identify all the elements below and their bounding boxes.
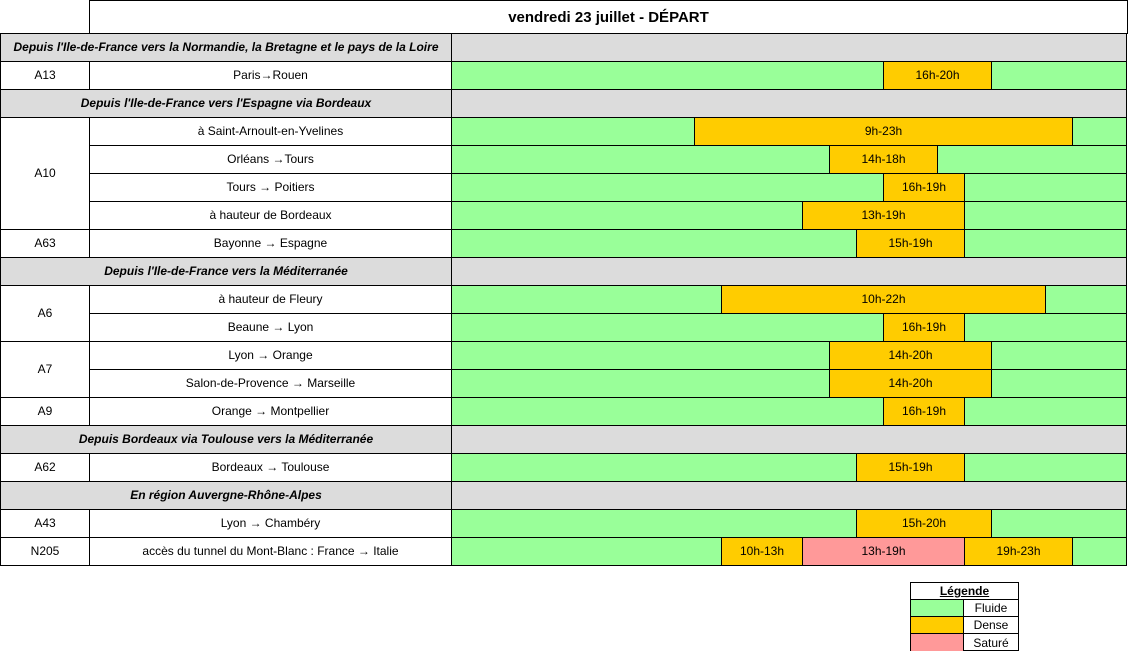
- timeline-segment-dense: 15h-19h: [857, 230, 965, 257]
- timeline-segment-dense: 15h-19h: [857, 454, 965, 481]
- route-segment: Orange → Montpellier: [89, 397, 452, 426]
- route-segment: à hauteur de Fleury: [89, 285, 452, 314]
- route-segment: Salon-de-Provence → Marseille: [89, 369, 452, 398]
- timeline-bar: [451, 369, 1127, 398]
- timeline-bar: [451, 229, 1127, 258]
- route-segment: Orléans →Tours: [89, 145, 452, 174]
- legend-label-sature: Saturé: [973, 635, 1009, 650]
- timeline-segment-dense: 15h-20h: [857, 510, 992, 537]
- road-code: A62: [0, 453, 90, 482]
- timeline-bar: [451, 285, 1127, 314]
- section-header: Depuis l'Ile-de-France vers la Méditerranée: [0, 257, 452, 286]
- timeline-segment-dense: 13h-19h: [803, 202, 965, 229]
- timeline-segment-dense: 14h-20h: [830, 342, 992, 369]
- route-segment: Lyon → Chambéry: [89, 509, 452, 538]
- timeline-segment-fluide: [452, 454, 857, 481]
- timeline-bar: [451, 453, 1127, 482]
- table-title-text: vendredi 23 juillet - DÉPART: [508, 9, 709, 26]
- section-timeline-blank: [451, 257, 1127, 286]
- timeline-segment-fluide: [965, 454, 1126, 481]
- timeline-segment-fluide: [452, 286, 722, 313]
- section-timeline-blank: [451, 425, 1127, 454]
- timeline-bar: [451, 341, 1127, 370]
- timeline-segment-fluide: [965, 202, 1126, 229]
- route-segment: Bayonne → Espagne: [89, 229, 452, 258]
- route-segment: Bordeaux → Toulouse: [89, 453, 452, 482]
- timeline-segment-dense: 19h-23h: [965, 538, 1073, 565]
- timeline-segment-dense: 9h-23h: [695, 118, 1073, 145]
- timeline-segment-dense: 10h-22h: [722, 286, 1046, 313]
- timeline-segment-dense: 10h-13h: [722, 538, 803, 565]
- section-timeline-blank: [451, 481, 1127, 510]
- timeline-segment-fluide: [452, 342, 830, 369]
- route-segment: Beaune → Lyon: [89, 313, 452, 342]
- timeline-segment-fluide: [452, 62, 884, 89]
- timeline-segment-dense: 16h-19h: [884, 314, 965, 341]
- route-segment: accès du tunnel du Mont-Blanc : France → Italie: [89, 537, 452, 566]
- legend-swatch-dense: [911, 617, 964, 634]
- road-code: A43: [0, 509, 90, 538]
- road-code: A9: [0, 397, 90, 426]
- section-header: En région Auvergne-Rhône-Alpes: [0, 481, 452, 510]
- legend-label-dense: Dense: [964, 617, 1018, 634]
- legend-title: Légende: [911, 583, 1018, 600]
- timeline-segment-fluide: [965, 398, 1126, 425]
- timeline-segment-fluide: [1073, 538, 1126, 565]
- timeline-segment-dense: 16h-19h: [884, 398, 965, 425]
- section-timeline-blank: [451, 33, 1127, 62]
- timeline-segment-fluide: [992, 342, 1126, 369]
- road-code: A13: [0, 61, 90, 90]
- timeline-segment-fluide: [992, 370, 1126, 397]
- timeline-bar: [451, 509, 1127, 538]
- timeline-segment-fluide: [965, 230, 1126, 257]
- section-header: Depuis l'Ile-de-France vers la Normandie, la Bretagne et le pays de la Loire: [0, 33, 452, 62]
- timeline-bar: [451, 397, 1127, 426]
- road-code: A6: [0, 285, 90, 342]
- timeline-segment-fluide: [1073, 118, 1126, 145]
- timeline-segment-fluide: [992, 62, 1126, 89]
- route-segment: Paris→Rouen: [89, 61, 452, 90]
- timeline-segment-fluide: [452, 230, 857, 257]
- timeline-bar: [451, 61, 1127, 90]
- timeline-segment-dense: 14h-18h: [830, 146, 938, 173]
- road-code: N205: [0, 537, 90, 566]
- legend-label-fluide: Fluide: [964, 600, 1018, 617]
- route-segment: à Saint-Arnoult-en-Yvelines: [89, 117, 452, 146]
- timeline-segment-dense: 16h-20h: [884, 62, 992, 89]
- timeline-segment-sature: 13h-19h: [803, 538, 965, 565]
- route-segment: à hauteur de Bordeaux: [89, 201, 452, 230]
- timeline-segment-dense: 14h-20h: [830, 370, 992, 397]
- timeline-segment-fluide: [452, 314, 884, 341]
- timeline-segment-fluide: [992, 510, 1126, 537]
- timeline-bar: [451, 117, 1127, 146]
- timeline-segment-fluide: [452, 370, 830, 397]
- road-code: A63: [0, 229, 90, 258]
- timeline-segment-fluide: [965, 314, 1126, 341]
- timeline-segment-fluide: [452, 510, 857, 537]
- route-segment: Lyon → Orange: [89, 341, 452, 370]
- timeline-bar: [451, 537, 1127, 566]
- legend: [910, 582, 1019, 651]
- timeline-bar: [451, 313, 1127, 342]
- timeline-segment-fluide: [452, 202, 803, 229]
- legend-swatch-sature: [911, 634, 964, 651]
- timeline-segment-fluide: [452, 398, 884, 425]
- road-code: A7: [0, 341, 90, 398]
- timeline-segment-dense: 16h-19h: [884, 174, 965, 201]
- timeline-segment-fluide: [452, 118, 695, 145]
- legend-swatch-fluide: [911, 600, 964, 617]
- section-header: Depuis l'Ile-de-France vers l'Espagne via Bordeaux: [0, 89, 452, 118]
- timeline-segment-fluide: [1046, 286, 1126, 313]
- timeline-segment-fluide: [452, 538, 722, 565]
- route-segment: Tours → Poitiers: [89, 173, 452, 202]
- timeline-segment-fluide: [452, 174, 884, 201]
- timeline-segment-fluide: [938, 146, 1126, 173]
- timeline-bar: [451, 201, 1127, 230]
- timeline-segment-fluide: [965, 174, 1126, 201]
- timeline-bar: [451, 173, 1127, 202]
- timeline-segment-fluide: [452, 146, 830, 173]
- section-header: Depuis Bordeaux via Toulouse vers la Méditerranée: [0, 425, 452, 454]
- timeline-bar: [451, 145, 1127, 174]
- road-code: A10: [0, 117, 90, 230]
- table-title: [89, 0, 1128, 34]
- section-timeline-blank: [451, 89, 1127, 118]
